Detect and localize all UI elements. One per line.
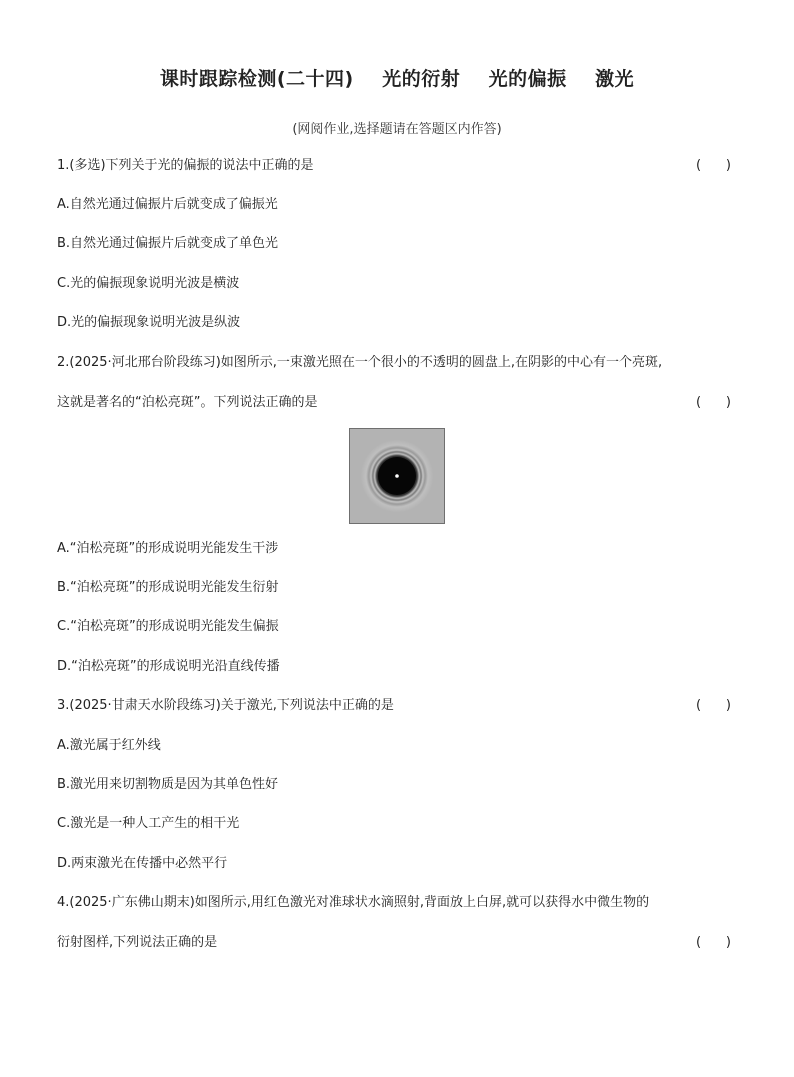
question-1-answer-paren: ( ) xyxy=(696,158,731,173)
question-3-option-a: A.激光属于红外线 xyxy=(57,738,161,753)
question-2-stem-line-2: 这就是著名的“泊松亮斑”。下列说法正确的是 xyxy=(57,395,318,410)
question-3-stem: 3.(2025·甘肃天水阶段练习)关于激光,下列说法中正确的是 xyxy=(57,698,394,713)
question-1-option-c: C.光的偏振现象说明光波是横波 xyxy=(57,276,240,291)
page-subtitle: (网阅作业,选择题请在答题区内作答) xyxy=(292,122,502,137)
poisson-spot-image xyxy=(349,428,445,524)
question-1-option-d: D.光的偏振现象说明光波是纵波 xyxy=(57,315,241,330)
page-title: 课时跟踪检测(二十四) 光的衍射 光的偏振 激光 xyxy=(159,68,635,90)
question-1-option-a: A.自然光通过偏振片后就变成了偏振光 xyxy=(57,197,278,212)
question-2-option-d: D.“泊松亮斑”的形成说明光沿直线传播 xyxy=(57,659,280,674)
question-3-option-d: D.两束激光在传播中必然平行 xyxy=(57,856,228,871)
poisson-spot-graphic xyxy=(350,429,444,523)
question-2-option-a: A.“泊松亮斑”的形成说明光能发生干涉 xyxy=(57,541,279,556)
question-4-answer-paren: ( ) xyxy=(696,935,731,950)
question-2-answer-paren: ( ) xyxy=(696,395,731,410)
question-2-option-c: C.“泊松亮斑”的形成说明光能发生偏振 xyxy=(57,619,279,634)
question-3-option-b: B.激光用来切割物质是因为其单色性好 xyxy=(57,777,279,792)
question-2-stem-line-1: 2.(2025·河北邢台阶段练习)如图所示,一束激光照在一个很小的不透明的圆盘上,在阴影的中心有一个亮斑, xyxy=(57,355,663,370)
question-1-option-b: B.自然光通过偏振片后就变成了单色光 xyxy=(57,236,279,251)
question-2-option-b: B.“泊松亮斑”的形成说明光能发生衍射 xyxy=(57,580,279,595)
question-3-answer-paren: ( ) xyxy=(696,698,731,713)
question-1-stem: 1.(多选)下列关于光的偏振的说法中正确的是 xyxy=(57,158,314,173)
question-4-stem-line-2: 衍射图样,下列说法正确的是 xyxy=(57,935,218,950)
question-3-option-c: C.激光是一种人工产生的相干光 xyxy=(57,816,240,831)
question-4-stem-line-1: 4.(2025·广东佛山期末)如图所示,用红色激光对准球状水滴照射,背面放上白屏,就可以获得水中微生物的 xyxy=(57,895,650,910)
